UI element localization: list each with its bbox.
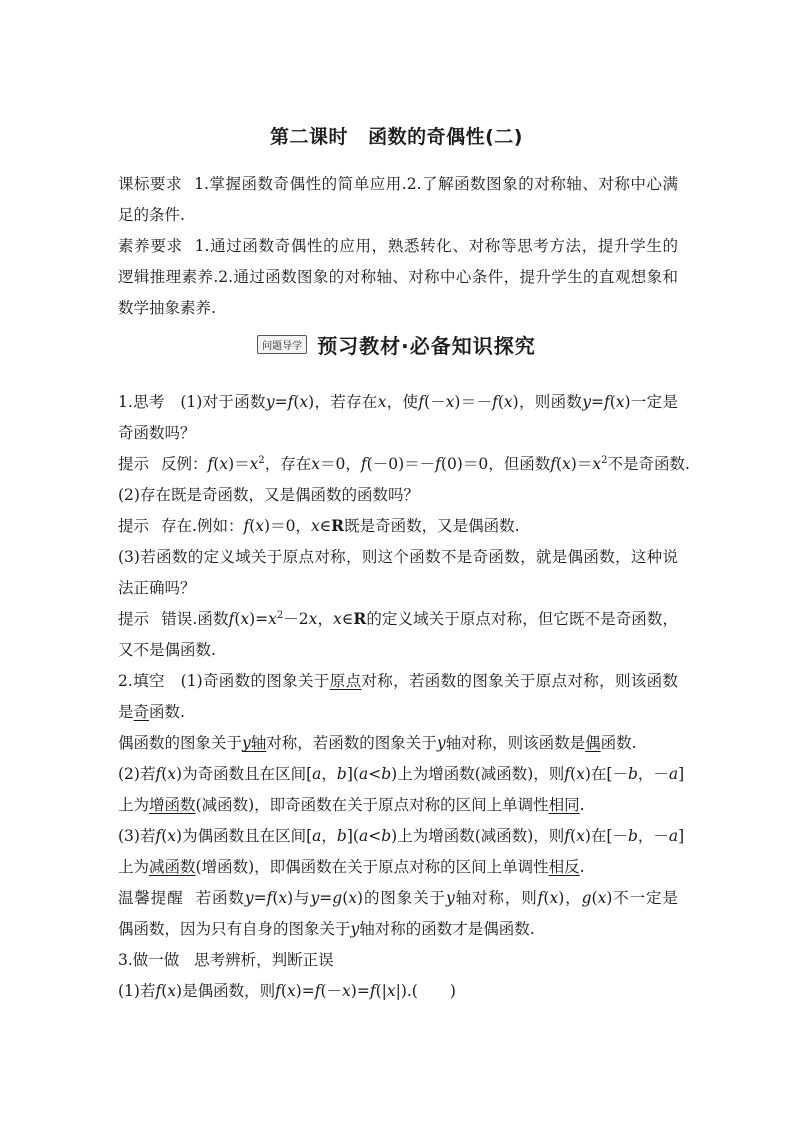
q1-hint-1: 提示 反例：$f(x)=x^2$，存在x＝0，f(－0)＝－f(0)＝0，但函数$f(x)=x^2$不是奇函数. [118, 455, 690, 473]
q1-line-2: 奇函数吗？ [118, 424, 196, 442]
q2-line-1: 2.填空 (1)奇函数的图象关于原点对称，若函数的图象关于原点对称，则该函数 [118, 672, 678, 690]
literacy-requirement-line-3: 数学抽象素养. [118, 299, 216, 317]
q1-hint-3: 提示 错误.函数$f(x)=x^2-2x$，x∈R的定义域关于原点对称，但它既不是奇函数， [118, 609, 678, 628]
q2-line-5: 上为增函数(减函数)，即奇函数在关于原点对称的区间上单调性相同. [118, 796, 585, 814]
q2-tip-line-2: 偶函数，因为只有自身的图象关于y轴对称的函数才是偶函数. [118, 920, 535, 938]
q2-line-7: 上为减函数(增函数)，即偶函数在关于原点对称的区间上单调性相反. [118, 858, 585, 876]
q2-line-6: (3)若f(x)为偶函数且在区间[a，b](a<b)上为增函数(减函数)，则f(x)在[－b，－a] [118, 827, 685, 845]
literacy-requirement-line-2: 逻辑推理素养.2.通过函数图象的对称轴、对称中心条件，提升学生的直观想象和 [118, 268, 678, 286]
q1-part-3-line-2: 法正确吗？ [118, 579, 196, 597]
q2-tip-line-1: 温馨提醒 若函数y=f(x)与y=g(x)的图象关于y轴对称，则f(x)，g(x)不一定是 [118, 889, 678, 907]
q1-hint-3-line-2: 又不是偶函数. [118, 641, 216, 659]
q1-hint-2: 提示 存在.例如：f(x)＝0，x∈R既是奇函数，又是偶函数. [118, 516, 520, 535]
q1-part-3-line-1: (3)若函数的定义域关于原点对称，则这个函数不是奇函数，就是偶函数，这种说 [118, 548, 678, 566]
q3-item-1: (1)若f(x)是偶函数，则f(x)=f(－x)=f(|x|).( ) [118, 982, 456, 1000]
section-tag: 问题导学 [257, 335, 307, 354]
q3-heading: 3.做一做 思考辨析，判断正误 [118, 951, 334, 969]
course-requirement-line-1: 课标要求 1.掌握函数奇偶性的简单应用.2.了解函数图象的对称轴、对称中心满 [118, 175, 678, 193]
literacy-requirement-line-1: 素养要求 1.通过函数奇偶性的应用，熟悉转化、对称等思考方法，提升学生的 [118, 237, 678, 255]
course-requirement-line-2: 足的条件. [118, 206, 185, 224]
section-title: 预习教材·必备知识探究 [317, 334, 536, 358]
q2-line-3: 偶函数的图象关于y轴对称，若函数的图象关于y轴对称，则该函数是偶函数. [118, 734, 637, 752]
q2-line-4: (2)若f(x)为奇函数且在区间[a，b](a<b)上为增函数(减函数)，则f(x)在[－b，－a] [118, 765, 685, 783]
q1-line-1: 1.思考 (1)对于函数y=f(x)，若存在x，使f(－x)＝－f(x)，则函数y=f(x)一定是 [118, 393, 678, 411]
q2-line-2: 是奇函数. [118, 703, 185, 721]
section-heading [0, 330, 793, 359]
q1-part-2: (2)存在既是奇函数，又是偶函数的函数吗？ [118, 486, 419, 504]
page-title: 第二课时 函数的奇偶性(二) [270, 126, 523, 148]
